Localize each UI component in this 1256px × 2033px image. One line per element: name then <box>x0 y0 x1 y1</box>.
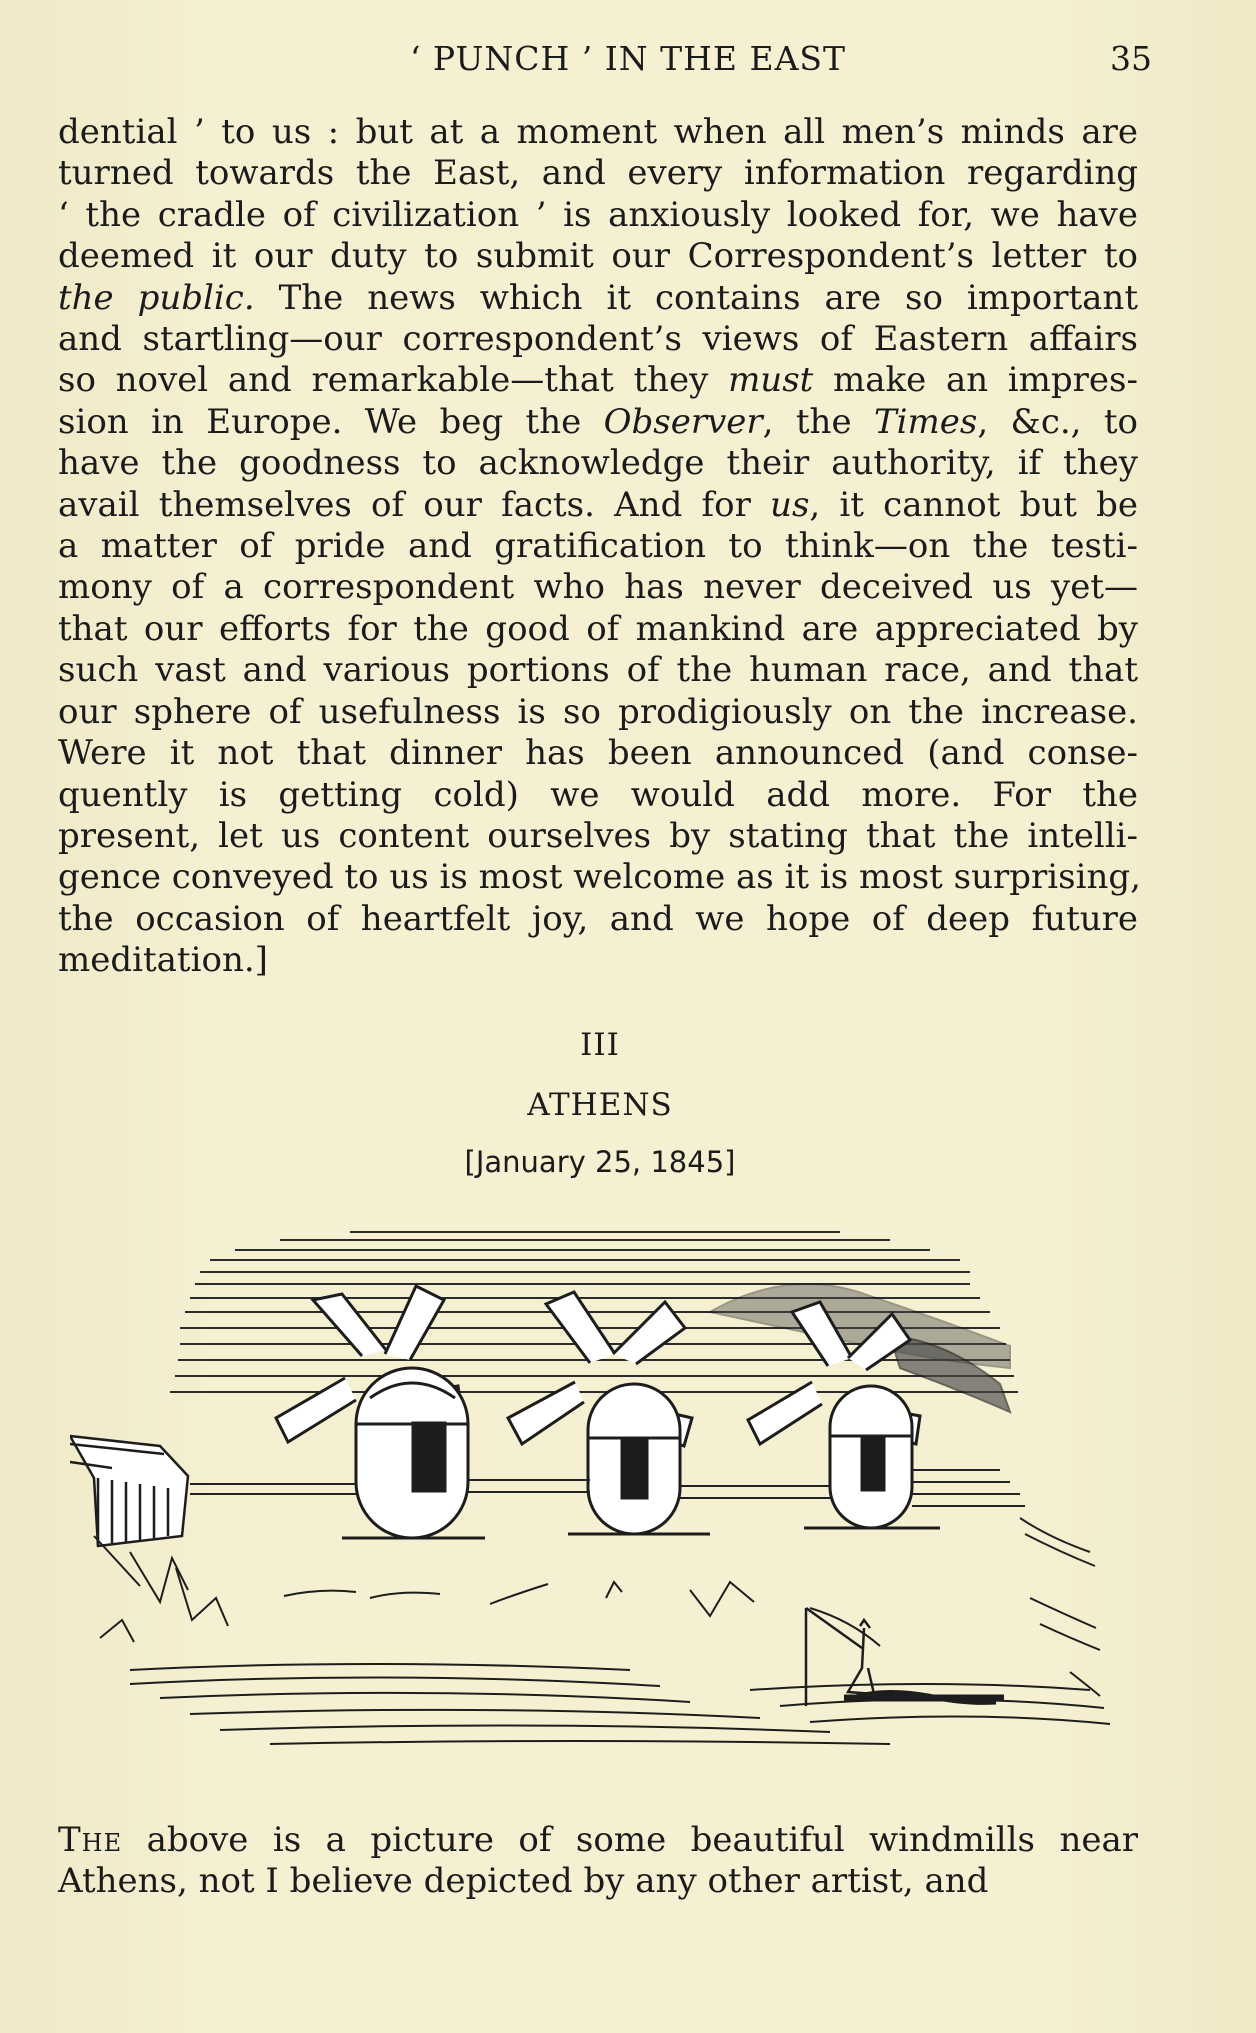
text-run: a matter of pride and gratification to think—on the testi- <box>58 526 1138 567</box>
text-line <box>58 153 1138 194</box>
text-run: our sphere of usefulness is so prodigiously on the increase. <box>58 691 1138 732</box>
text-run: that our efforts for the good of mankind are appreciated by <box>58 608 1138 649</box>
text-run: mony of a correspondent who has never deceived us yet— <box>58 567 1138 608</box>
italic-text: Observer <box>603 401 763 442</box>
text-run: have the goodness to acknowledge their authority, if they <box>58 443 1138 484</box>
text-run: present, let us content ourselves by stating that the intelli- <box>58 815 1138 856</box>
text-line <box>58 1820 1138 1861</box>
small-caps-text: The <box>58 1820 123 1860</box>
text-run: , the <box>762 401 874 442</box>
italic-text: the public. <box>58 277 255 318</box>
page-number: 35 <box>1110 39 1152 78</box>
text-line <box>58 940 1138 981</box>
continuation-paragraph <box>58 112 1141 982</box>
text-run: turned towards the East, and every information regarding <box>58 153 1138 194</box>
section-number: III <box>580 1027 620 1063</box>
text-line <box>58 775 1138 816</box>
windmill-left <box>276 1286 485 1538</box>
text-line <box>58 733 1138 774</box>
text-line <box>58 112 1138 153</box>
text-line <box>58 650 1138 691</box>
text-line <box>58 526 1138 567</box>
text-line <box>58 857 1141 898</box>
text-run: meditation.] <box>58 940 268 981</box>
text-run: sion in Europe. We beg the <box>58 401 604 442</box>
water-line-hatching <box>130 1664 1110 1744</box>
section-date: [January 25, 1845] <box>464 1145 736 1179</box>
text-line <box>58 692 1138 733</box>
foreground-grass <box>94 1536 1100 1696</box>
text-run: The news which it contains are so important <box>254 277 1138 318</box>
text-run: deemed it our duty to submit our Correspondent’s letter to <box>58 236 1138 277</box>
windmills-illustration <box>70 1218 1125 1766</box>
text-run: avail themselves of our facts. And for <box>58 484 771 525</box>
text-line <box>58 360 1138 401</box>
running-title: ‘ PUNCH ’ IN THE EAST <box>409 39 847 78</box>
text-run: the occasion of heartfelt joy, and we hope of deep future <box>58 898 1138 939</box>
text-line <box>58 899 1138 940</box>
text-run: above is a picture of some beautiful windmills near <box>122 1820 1138 1860</box>
text-run: make an impres- <box>813 360 1138 401</box>
text-line <box>58 195 1138 236</box>
text-run: ‘ the cradle of civilization ’ is anxiously looked for, we have <box>58 194 1138 235</box>
after-illustration-paragraph <box>58 1820 1138 1903</box>
text-line <box>58 443 1138 484</box>
text-run: Were it not that dinner has been announced (and conse- <box>58 733 1138 774</box>
text-run: and startling—our correspondent’s views of Eastern affairs <box>58 319 1138 360</box>
text-run: , it cannot but be <box>809 484 1138 525</box>
text-run: quently is getting cold) we would add more. For the <box>58 774 1138 815</box>
text-line <box>58 609 1138 650</box>
left-shed <box>70 1436 188 1546</box>
italic-text: Times <box>873 401 978 442</box>
running-head <box>60 36 1196 82</box>
text-run: gence conveyed to us is most welcome as it is most surprising, <box>58 857 1141 898</box>
text-line <box>58 1861 1138 1902</box>
text-line <box>58 485 1138 526</box>
text-line <box>58 319 1138 360</box>
text-line <box>58 567 1138 608</box>
italic-text: must <box>728 360 814 401</box>
text-run: such vast and various portions of the human race, and that <box>58 650 1138 691</box>
section-title: ATHENS <box>527 1087 673 1123</box>
italic-text: us <box>770 484 810 525</box>
text-line <box>58 402 1138 443</box>
text-run: dential ’ to us : but at a moment when all men’s minds are <box>58 112 1138 152</box>
text-line <box>58 816 1138 857</box>
text-line <box>58 236 1138 277</box>
text-run: , &c., to <box>977 401 1139 442</box>
text-line <box>58 278 1138 319</box>
text-run: Athens, not I believe depicted by any other artist, and <box>58 1861 989 1902</box>
text-run: so novel and remarkable—that they <box>58 360 729 401</box>
figure-in-foreground <box>806 1608 1004 1706</box>
